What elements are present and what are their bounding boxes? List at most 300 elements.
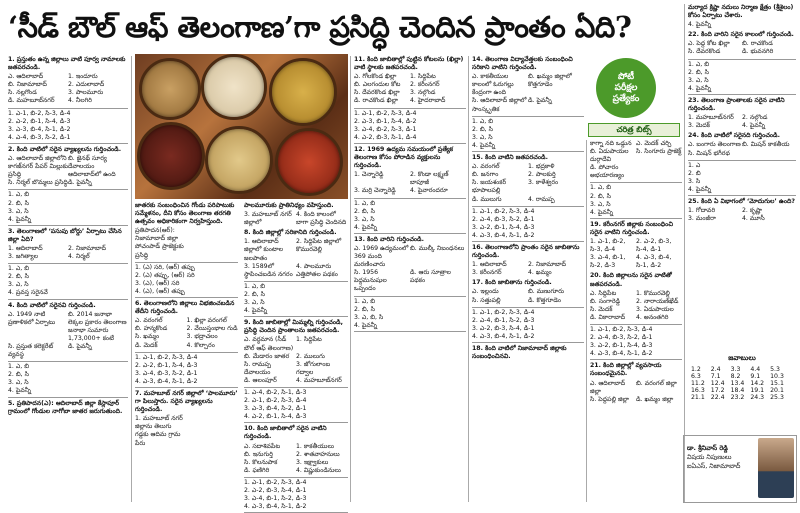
question bbox=[472, 345, 584, 361]
option: బి. మేడారం జాతర bbox=[244, 352, 290, 360]
option: బి. జైనథ్ సూర్య దేవాలయం ఆదిలాబాద్‌లో ఉంది bbox=[68, 155, 116, 179]
question bbox=[472, 154, 584, 242]
option: డి. మెదక్ bbox=[135, 341, 158, 349]
column-6 bbox=[590, 140, 682, 502]
option: 4. రామప్ప bbox=[528, 195, 555, 203]
option: 1. ఎ-1, బి-2, సి-3, డి-4 bbox=[590, 238, 626, 254]
answer-choice: 4. ఎ-3, బి-4, సి-1, డి-2 bbox=[244, 503, 307, 511]
question-options bbox=[244, 443, 348, 475]
option: ఎ. సిద్దిపేట bbox=[590, 289, 617, 297]
question-text: 8. కింది జిల్లాల్లో సరికానిది గుర్తించండి. bbox=[244, 229, 337, 237]
answer-choice: 2. ఎ-3, బి-1, సి-4, డి-2 bbox=[354, 117, 417, 125]
question-options bbox=[135, 317, 238, 349]
option: డి. ఖమ్మం జిల్లా bbox=[636, 395, 674, 403]
option: బి. జనగాం bbox=[472, 171, 499, 179]
option: 3. 1589లో స్థాపించబడిన నగరం bbox=[244, 262, 293, 278]
question-text: 24. కింది వాటిలో సరైనది గుర్తించండి. bbox=[688, 132, 780, 140]
option: ఎ. మెదక్ చర్చి bbox=[636, 140, 672, 147]
answer-key-title: జవాబులు bbox=[728, 354, 756, 362]
answer-choices bbox=[688, 59, 796, 95]
question bbox=[244, 202, 348, 227]
column-1 bbox=[8, 56, 128, 502]
question-options bbox=[688, 141, 796, 157]
answer-key-cell: 2.4 bbox=[710, 366, 721, 373]
answer-key-cell: 17.2 bbox=[710, 387, 725, 394]
question-options bbox=[8, 245, 128, 261]
question bbox=[8, 56, 128, 144]
option: 2. శాతవాహనులు bbox=[296, 450, 340, 458]
option: 2. కొండా లక్ష్మణ్ బాపూజీ bbox=[410, 171, 449, 187]
answer-choice: 4. ఎ-3, బి-4, సి-1, డి-2 bbox=[472, 231, 535, 239]
option: 1. ఆదిలాబాద్ జిల్లాలో కుంటాల జలపాతం bbox=[244, 238, 283, 262]
question-text: 14. తెలంగాణ విద్యావేత్తలకు సంబంధించి సరికాని వాటిని గుర్తించండి. bbox=[472, 56, 573, 72]
answer-choice: 1. ఎ, బి bbox=[244, 282, 265, 290]
answer-choice: 4. పైవన్నీ bbox=[8, 387, 32, 395]
option: 4. విష్ణుకుండినులు bbox=[296, 466, 341, 474]
question-text: జాతరకు సంబంధించిన గోండు పరిపాటుకు సమ్మేళనం, దీని కోసం తెలంగాణ తరగతి ఉత్సవం అధికారికంగా నిర్వహిస్తుంది. bbox=[135, 202, 235, 226]
option: 1. కాకతీయులు bbox=[296, 442, 334, 450]
option: డి. కొత్తగూడెం bbox=[528, 296, 561, 304]
question-options bbox=[135, 227, 238, 259]
option: 2. ఎ-2, బి-3, సి-4, డి-1 bbox=[636, 238, 672, 254]
question-text: 5. ప్రతిపాదన(ఎ): ఆదిలాబాద్ జిల్లా కేస్లాపూర్ గ్రామంలో గోండుల నాగోబా జాతర జరుగుతుంది. bbox=[8, 399, 123, 415]
option: 3. మహబూబ్ నగర్ జిల్లాలో bbox=[244, 211, 292, 227]
answer-choices bbox=[244, 387, 348, 423]
answer-choice: 3. ఎ-3, బి-4, సి-2, డి-1 bbox=[244, 405, 307, 413]
answer-choice: 1. ఎ, బి bbox=[8, 265, 29, 273]
option: 1. మహబూబ్‌నగర్ bbox=[688, 114, 734, 122]
option: 4. నీలగిరి bbox=[68, 97, 92, 105]
answer-choice: 4. పైవన్నీ bbox=[354, 223, 378, 231]
answer-choices bbox=[8, 189, 128, 225]
answer-key-cell: 22.4 bbox=[710, 394, 725, 401]
answer-key-cell: 3.3 bbox=[730, 366, 741, 373]
question-text: 6. తెలంగాణలోని జిల్లాలు విభజించబడిన తేదీని గుర్తించండి. bbox=[135, 300, 235, 316]
option: 2. నిజామాబాద్ bbox=[68, 244, 107, 252]
question-options bbox=[8, 311, 128, 360]
option: 3. నల్గొండ bbox=[410, 89, 436, 97]
option: 3. ఏడుపాయల bbox=[636, 305, 674, 313]
answer-choice: 2. ఎ-4, బి-3, సి-2, డి-1 bbox=[472, 215, 535, 223]
answer-key-cell: 12.4 bbox=[710, 380, 725, 387]
answer-choice: 3. ఎ-4, బి-3, సి-2, డి-1 bbox=[135, 369, 198, 377]
question-options bbox=[244, 211, 348, 227]
option: సి. ప్రస్తుత కలెక్టరేట్ వ్యవస్థ bbox=[8, 343, 54, 359]
author-photo bbox=[758, 438, 794, 498]
option: డి. భువనగిరి bbox=[742, 48, 774, 56]
answer-key-cell: 14.2 bbox=[750, 380, 765, 387]
option: బి. సంగారెడ్డి bbox=[590, 297, 621, 305]
option: ఎ. ఆదిలాబాద్ bbox=[8, 73, 44, 81]
question-text: 17. కింది జాబితాను గుర్తించండి. bbox=[472, 279, 552, 287]
option: డి. ఫణిగిరి bbox=[244, 466, 270, 474]
answer-choice: 1. ఎ-1, బి-2, సి-3, డి-4 bbox=[472, 207, 535, 215]
option: 3. జగిత్యాల bbox=[8, 253, 38, 261]
option: ఎ. 1969 ఉద్యమంలో 369 మంది మరణించారు bbox=[354, 244, 409, 269]
answer-key-cell: 13.4 bbox=[730, 380, 745, 387]
option: సి. మెదక్ bbox=[590, 305, 613, 313]
answer-choice: 2. బి, సి bbox=[590, 192, 611, 200]
badge-line-1: పోటీ bbox=[617, 71, 635, 82]
question bbox=[590, 362, 682, 403]
question bbox=[244, 229, 348, 317]
answer-choice: 1. ఎ, బి bbox=[354, 199, 375, 207]
seed-bowls-photo bbox=[135, 54, 348, 199]
answer-key-cell: 11.2 bbox=[691, 380, 705, 387]
option: డి. రాచకొండ ఖిల్లా bbox=[354, 97, 398, 105]
question-text: 2. కింది వాటిలో సరైన వ్యాఖ్యలను గుర్తించండి. bbox=[8, 145, 122, 153]
option: ఎ. వరంగల్ bbox=[135, 317, 163, 325]
option: 3. కాళేశ్వరం bbox=[528, 179, 559, 187]
question-options bbox=[472, 261, 584, 277]
answer-choice: 2. బి bbox=[688, 169, 701, 177]
special-badge bbox=[596, 58, 656, 118]
option: బి. 2014 జనాభా లెక్కల ప్రకారం తెలంగాణ జనాభా సుమారు 1,73,000+ కంటే bbox=[68, 310, 127, 342]
question-options bbox=[590, 140, 682, 180]
option: 3. మంజీరా bbox=[688, 215, 716, 223]
question-options bbox=[688, 21, 796, 29]
option: 4. మూసీ bbox=[742, 215, 765, 223]
answer-choice: 3. ఎ-2, బి-3, సి-4, డి-1 bbox=[472, 324, 535, 332]
answer-key-cell: 8.2 bbox=[730, 373, 741, 380]
answer-choice: 2. ఎ-2, బి-1, సి-4, డి-3 bbox=[8, 117, 71, 125]
answer-choice: 4. పైవన్నీ bbox=[688, 84, 712, 92]
answer-choice: 1. ఎ-1, బి-2, సి-3, డి-4 bbox=[8, 109, 71, 117]
answer-choice: 4. పైవన్నీ bbox=[590, 208, 614, 216]
question bbox=[688, 132, 796, 196]
option: బి. వరంగల్ జిల్లా bbox=[636, 379, 677, 387]
question-options bbox=[244, 336, 348, 385]
option: 3. మెదక్ bbox=[688, 122, 711, 130]
column-7 bbox=[688, 4, 796, 349]
answer-key-cell: 5.3 bbox=[770, 366, 780, 373]
question bbox=[8, 302, 128, 398]
answer-choice: 1. ఎ, బి bbox=[590, 184, 611, 192]
option: బి. మణుగూరు bbox=[528, 288, 565, 296]
answer-choice: 2. ఎ-4, బి-3, సి-2, డి-1 bbox=[590, 334, 653, 342]
answer-key bbox=[688, 354, 796, 401]
option: 2. కృష్ణా bbox=[742, 207, 762, 215]
option: 2. వేయిస్తంభాల గుడి bbox=[186, 325, 238, 333]
answer-key-cell: 24.3 bbox=[750, 394, 765, 401]
answer-choice: 3. ఎ, సి bbox=[244, 299, 265, 307]
answer-choice: 3. ఎ-2, బి-1, సి-4, డి-3 bbox=[590, 342, 653, 350]
question-text: పాలమూరుకు ప్రాతినిధ్యం వహిస్తుంది. bbox=[244, 202, 334, 209]
option: బి. ఏడుపాయల దుర్గాదేవి bbox=[590, 148, 629, 164]
answer-choices bbox=[590, 324, 682, 360]
badge-line-3: ప్రత్యేకం bbox=[612, 93, 640, 104]
option: డి. పైవన్నీ bbox=[68, 179, 92, 187]
badge-tag: చరిత్ర బిట్స్ bbox=[588, 123, 680, 137]
option: 4. పైవారందరూ bbox=[410, 187, 448, 195]
answer-choice: 2. బి, సి bbox=[354, 305, 375, 313]
option: ఎ. కాకతీయుల కాలంలో ఓరుగల్లు కేంద్రంగా ఉంది bbox=[472, 73, 514, 97]
question bbox=[244, 425, 348, 513]
option: 4. నిర్మల్ bbox=[68, 253, 90, 261]
answer-choice: 1. ఎ, బి bbox=[8, 363, 29, 371]
answer-key-row bbox=[688, 394, 787, 401]
option: డి. పైవన్నీ bbox=[68, 343, 92, 350]
answer-choices bbox=[8, 263, 128, 299]
question-options bbox=[472, 288, 584, 304]
option: సి. సింగూరు ప్రాజెక్ట్ bbox=[636, 148, 682, 156]
question bbox=[590, 221, 682, 271]
question bbox=[354, 146, 466, 234]
answer-choices bbox=[135, 262, 238, 298]
option: 4. కొల్చారం bbox=[186, 341, 215, 349]
question bbox=[135, 300, 238, 388]
option: 4. హైదరాబాద్ bbox=[410, 97, 446, 105]
option: బి. మిషన్ కాకతీయ bbox=[742, 141, 790, 149]
answer-choices bbox=[354, 198, 466, 234]
option: డి. ములుగు bbox=[472, 195, 502, 203]
answer-choice: 3. (ఎ), (ఆర్) సరి bbox=[135, 279, 180, 287]
question bbox=[8, 146, 128, 226]
answer-choice: 1. ఎ-1, బి-2, సి-3, డి-4 bbox=[472, 308, 535, 316]
option: 1. ఖిల్లా వరంగల్ bbox=[186, 317, 227, 325]
option: సి. ఖమ్మం bbox=[135, 333, 160, 341]
answer-choices bbox=[472, 307, 584, 343]
option: బి. ఇనుగుర్తి bbox=[244, 450, 273, 458]
option: 3. పాలమూరు bbox=[68, 89, 104, 97]
question-text: 12. 1969 ఉద్యమ సమయంలో ప్రత్యేక తెలంగాణ కోసం పోరాడిన వ్యక్తులను గుర్తించండి. bbox=[354, 145, 454, 170]
answer-choice: 4. పైవన్నీ bbox=[472, 141, 496, 149]
column-2 bbox=[135, 202, 238, 502]
answer-key-cell: 15.1 bbox=[770, 380, 784, 387]
option: 1. మహబూబ్ నగర్ జిల్లాను తెలుగు గడ్డకు ఆదిమ గ్రామ పేరు bbox=[135, 415, 183, 447]
option: సి. నిర్మల్ బొమ్మలు ప్రసిద్ధి bbox=[8, 179, 68, 187]
option: 2. నల్గొండ bbox=[742, 114, 768, 122]
question bbox=[688, 97, 796, 130]
option: బి. ముల్కీ నిబంధనలు bbox=[410, 244, 465, 252]
question bbox=[244, 319, 348, 423]
answer-choice: 4. (ఎ), (ఆర్) తప్పు bbox=[135, 287, 185, 295]
option: డి. ఆరు సూత్రాల పథకం bbox=[410, 269, 451, 285]
answer-choice: 3. ఎ, బి, సి bbox=[354, 313, 384, 321]
answer-key-cell: 1.2 bbox=[691, 366, 701, 373]
answer-choice: 1. ఎ bbox=[688, 161, 701, 169]
answer-choice: 2. బి, సి bbox=[244, 290, 265, 298]
option: 4. మహబూబ్‌నగర్ bbox=[296, 376, 342, 384]
question-text: 4. కింది వాటిలో సరైనవి గుర్తించండి. bbox=[8, 301, 96, 309]
option: 2. ఎదులాబాద్ bbox=[68, 81, 105, 89]
answer-choice: 4. ఎ-2, బి-3, సి-1, డి-4 bbox=[354, 133, 417, 141]
question-text: మర్యాద క్రిష్ణా నదులు నిర్మాణ క్షేత్రం (శ్రీశైలం) కోసం ఏర్పాటు చేశారు. bbox=[688, 4, 794, 20]
question-text: 23. తెలంగాణ ప్రాంతాలకు సరైన వాటిని గుర్తించండి. bbox=[688, 96, 785, 113]
answer-choice: 3. ఎ-2, బి-1, సి-4, డి-3 bbox=[472, 223, 535, 231]
question bbox=[590, 272, 682, 360]
question-options bbox=[688, 207, 796, 223]
answer-choice: 3. ఎ, సి bbox=[590, 200, 611, 208]
answer-choices bbox=[688, 160, 796, 196]
option: 4. పైవన్నీ bbox=[742, 122, 766, 130]
answer-choice: 4. ఎ-3, బి-4, సి-1, డి-2 bbox=[135, 377, 198, 385]
option: 3. జోగులాంబ గద్వాల bbox=[296, 360, 331, 376]
answer-choice: 1. ఎ, బి bbox=[472, 117, 493, 125]
answer-choice: 4. పైవన్నీ bbox=[354, 321, 378, 329]
option: సి. నల్లగొండ bbox=[8, 89, 37, 97]
answer-key-row bbox=[688, 387, 787, 394]
question bbox=[472, 244, 584, 277]
column-5 bbox=[472, 56, 584, 502]
option: ఎ. బంగారు తెలంగాణ bbox=[688, 141, 741, 149]
option: సి. దేవరకొండ bbox=[688, 48, 721, 56]
answer-key-cell: 16.3 bbox=[691, 387, 705, 394]
answer-choices bbox=[354, 296, 466, 332]
question-options bbox=[244, 238, 348, 278]
option: సి. జయశంకర్ భూపాలపల్లి bbox=[472, 179, 507, 195]
question-text: 15. కింది వాటిని జతపరచండి. bbox=[472, 154, 548, 162]
question bbox=[472, 279, 584, 343]
question-options bbox=[590, 290, 682, 322]
option: డి. మహబూబ్‌నగర్ bbox=[8, 97, 55, 105]
question-options bbox=[472, 163, 584, 203]
answer-choice: 1. ఎ-1, బి-2, సి-3, డి-4 bbox=[354, 109, 417, 117]
answer-choice: 2. బి, సి bbox=[688, 68, 709, 76]
option: ప్రతిపాదన(ఆర్): నిజామాబాద్ జిల్లా పోచంపాడ్ ప్రాజెక్టుకు ప్రసిద్ధి bbox=[135, 227, 184, 259]
option: ఎ. పెద్ద కోట ఖిల్లా bbox=[688, 40, 730, 48]
option: డి. ఆలంపూర్ bbox=[244, 376, 277, 384]
option: సి. మిషన్ భగీరథ bbox=[688, 149, 730, 157]
option: సి. దేవరకొండ ఖిల్లా bbox=[354, 89, 400, 97]
answer-key-cell: 25.3 bbox=[770, 394, 784, 401]
answer-choice: 2. బి, సి bbox=[8, 371, 29, 379]
author-name: డా. శ్రీనివాస్ రెడ్డి bbox=[687, 444, 728, 452]
question-options bbox=[135, 415, 238, 447]
option: 1. సిద్దిపేట bbox=[410, 73, 436, 81]
answer-key-row bbox=[688, 373, 787, 380]
question-text: 13. కింది వారిని గుర్తించండి. bbox=[354, 235, 424, 243]
question-text: 7. మహబూబ్ నగర్ జిల్లాలో ‘పాలమూరు’ గా పిలుస్తారు. సరైన వ్యాఖ్యలను గుర్తించండి. bbox=[135, 389, 238, 414]
answer-choice: 2. బి, సి bbox=[472, 125, 493, 133]
answer-choice: 2. ఎ-2, బి-3, సి-4, డి-1 bbox=[244, 487, 307, 494]
option: 2. నారాయణ్‌ఖేడ్ bbox=[636, 297, 679, 305]
answer-choice: 3. ఎ, సి bbox=[8, 379, 29, 387]
answer-key-cell: 9.1 bbox=[750, 373, 761, 380]
option: బి. హన్మకొండ bbox=[135, 325, 168, 333]
answer-choice: 4. ప్రవస్త సరైనవే bbox=[8, 289, 48, 297]
answer-choices bbox=[244, 477, 348, 513]
question bbox=[590, 140, 682, 219]
option: ఎ. ఇల్లందు bbox=[472, 288, 499, 296]
answer-choice: 4. ఎ-3, బి-4, సి-1, డి-2 bbox=[590, 350, 653, 358]
answer-choice: 3. ఎ, సి bbox=[472, 133, 493, 141]
question-options bbox=[354, 245, 466, 294]
headline: ‘సీడ్ బౌల్ ఆఫ్ తెలంగాణ’గా ప్రసిద్ధి చెందిన ప్రాంతం ఏది? bbox=[8, 10, 632, 44]
answer-choice: 1. ఎ, బి bbox=[8, 191, 29, 199]
option: 3. ఇక్ష్వాకులు bbox=[296, 458, 329, 466]
answer-choice: 2. బి, సి bbox=[8, 273, 29, 281]
option: ఎ. ఆదిలాబాద్ జిల్లాలోని కాగజ్‌నగర్ పేపర్ మిల్లుకు ప్రసిద్ధి bbox=[8, 155, 68, 179]
answer-choice: 3. ఎ, సి bbox=[688, 76, 709, 84]
option: 4. కింది కాలంలో బాగా ప్రసిద్ధి చెందినది bbox=[296, 211, 347, 227]
question bbox=[688, 4, 796, 29]
question-text: 21. కింది జిల్లాల్లో వ్యవసాయ సంబంధమైనవి. bbox=[590, 362, 662, 378]
question-options bbox=[8, 73, 128, 105]
question-text: 9. కింది జాబితాల్లో మిమ్మల్ని గుర్తించండి, ప్రసిద్ధి చెందిన ప్రాంతాలను జతపరచండి. bbox=[244, 319, 343, 335]
answer-choice: 3. ఎ-4, బి-1, సి-2, డి-3 bbox=[244, 495, 307, 503]
answer-choices bbox=[472, 116, 584, 152]
option: 1. ఆదిలాబాద్ bbox=[472, 261, 507, 269]
answer-key-cell: 23.2 bbox=[730, 394, 745, 401]
answer-choice: 1. ఎ-1, బి-2, సి-3, డి-4 bbox=[135, 353, 198, 361]
answer-choice: 3. ఎ-3, బి-4, సి-1, డి-2 bbox=[8, 125, 71, 133]
option: 4. పాలమూరు ఎత్తిపోతల పథకం bbox=[296, 262, 338, 278]
option: బి. ఖమ్మం జిల్లాలో కొత్తగూడెం bbox=[528, 73, 572, 89]
option: బి. నిజామాబాద్ bbox=[8, 81, 47, 89]
answer-choice: 1. ఎ-1, బి-2, సి-3, డి-4 bbox=[590, 325, 653, 333]
question-options bbox=[688, 40, 796, 56]
option: 1. ఇందూరు bbox=[68, 73, 98, 81]
question-options bbox=[590, 238, 682, 270]
question bbox=[354, 236, 466, 332]
answer-choice: 4. ఎ-3, బి-4, సి-1, డి-2 bbox=[472, 332, 535, 340]
question-options bbox=[688, 114, 796, 130]
option: 3. కరీంనగర్ bbox=[472, 269, 502, 277]
answer-choice: 2. ఎ-4, బి-1, సి-2, డి-3 bbox=[472, 316, 535, 324]
question-options bbox=[590, 380, 682, 404]
answer-choice: 2. బి, సి bbox=[354, 207, 375, 215]
answer-choice: 3. ఎ, సి bbox=[354, 215, 375, 223]
option: 1. గోదావరి bbox=[688, 207, 716, 215]
option: 1. ఆదిలాబాద్ bbox=[8, 244, 43, 252]
answer-choice: 3. ఎ, సి bbox=[8, 207, 29, 215]
option: ఎ. సదాశివపేట bbox=[244, 442, 281, 450]
question-text: 3. తెలంగాణలో ‘పసుపు బోర్డు’ ఏర్పాటు చేసిన జిల్లా ఏది? bbox=[8, 227, 122, 243]
answer-choice: 2. ఎ-2, బి-1, సి-4, డి-3 bbox=[135, 361, 198, 369]
option: సి. ఆదిలాబాద్ జిల్లాలో సాంస్కృతిక bbox=[472, 97, 527, 113]
question bbox=[8, 400, 128, 416]
question bbox=[472, 56, 584, 152]
column-3 bbox=[244, 202, 348, 511]
column-4 bbox=[354, 56, 466, 502]
option: ఎ. వర్ధమాన (సీడ్ బౌల్ ఆఫ్ తెలంగాణ) bbox=[244, 336, 294, 352]
answer-choices bbox=[135, 352, 238, 388]
option: 2. సిద్దిపేట జిల్లాలో కొమురవెల్లి bbox=[296, 238, 342, 254]
option: సి. 1956 పెద్దమనుషుల ఒప్పందం bbox=[354, 269, 387, 293]
answer-choices bbox=[472, 206, 584, 242]
option: సి. పెద్దపల్లి జిల్లా bbox=[590, 395, 629, 403]
answer-key-cell: 20.1 bbox=[770, 387, 784, 394]
answer-key-row bbox=[688, 366, 787, 373]
option: 1. సిద్దిపేట bbox=[296, 336, 322, 344]
question-text: 11. కింది జాబితాల్లో పుట్టిన కోటలను (ఖిల్లా) వాటి స్థాలకు జతపరచండి. bbox=[354, 56, 464, 72]
option: డి. వికారాబాద్ bbox=[590, 313, 626, 321]
option: 3. మర్రి చెన్నారెడ్డి bbox=[354, 187, 396, 195]
option: డి. పైవన్నీ bbox=[528, 97, 552, 105]
answer-key-cell: 19.1 bbox=[750, 387, 765, 394]
answer-choices bbox=[8, 108, 128, 144]
author-place: ఐఏఎస్, నిజామాబాద్ bbox=[687, 462, 741, 470]
answer-choice: 2. బి, సి bbox=[8, 199, 29, 207]
option: 2. పాలకుర్తి bbox=[528, 171, 556, 179]
option: ఎ. వరంగల్ bbox=[472, 163, 500, 171]
question-text: 19. కరీంనగర్ జిల్లాకు సంబంధించి సరైన వాటిని గుర్తించండి. bbox=[590, 220, 673, 236]
answer-key-cell: 7.1 bbox=[710, 373, 721, 380]
author-role: విషయ నిపుణులు bbox=[687, 453, 732, 461]
option: సి. రామప్ప దేవాలయం bbox=[244, 360, 272, 376]
question bbox=[135, 390, 238, 448]
author-box bbox=[683, 435, 797, 503]
option: 4. ఖమ్మం bbox=[528, 269, 552, 277]
answer-choice: 4. పైవన్నీ bbox=[8, 215, 32, 223]
option: 3. ఎ-4, బి-1, సి-2, డి-3 bbox=[590, 254, 626, 270]
answer-key-cell: 6.3 bbox=[691, 373, 701, 380]
answer-choice: 1. ఎ-4, బి-2, సి-1, డి-3 bbox=[244, 388, 307, 396]
answer-key-cell: 18.4 bbox=[730, 387, 745, 394]
option: డి. పోచారం అభయారణ్యం bbox=[590, 164, 625, 180]
answer-key-table bbox=[688, 366, 787, 401]
